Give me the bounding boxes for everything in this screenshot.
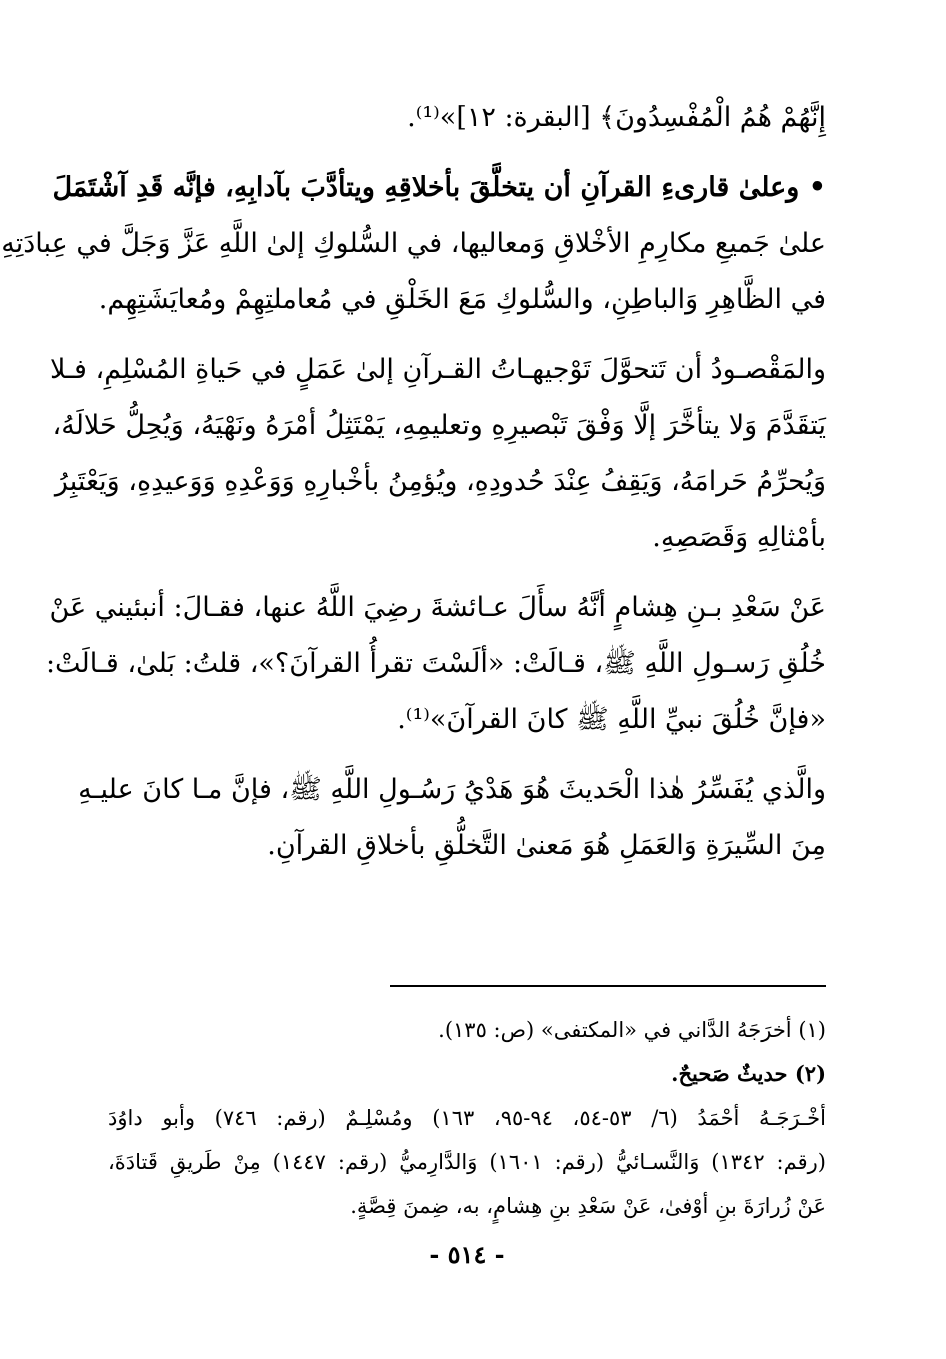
text-line: «فإنَّ خُلُقَ نبيِّ اللَّهِ ﷺ كانَ القرآنَ»⁽¹⁾. [397,704,826,735]
text-line: علىٰ جَميعِ مكارِمِ الأخْلاقِ وَمعاليها، في السُّلوكِ إلىٰ اللَّهِ عَزَّ وَجَلَّ في عِبادَتِهِ [1,228,826,259]
footnote-2: (٢) حديثٌ صَحيحٌ. [671,1061,826,1086]
text-line: خُلُقِ رَسـولِ اللَّهِ ﷺ، قـالَتْ: «ألَسْتَ تقرأُ القرآنَ؟»، قلتُ: بَلىٰ، قـالَتْ: [45,648,826,679]
text-line: والَّذي يُفَسِّرُ هٰذا الْحَديثَ هُوَ هَدْيُ رَسُـولِ اللَّهِ ﷺ، فإنَّ مـا كانَ عليـهِ [78,774,826,805]
paragraph-quran-reader-manners [1,160,826,328]
page-number: - ٥١٤ - [429,1240,505,1269]
text-line: بأمْثالِهِ وَقَصَصِهِ. [652,522,826,553]
text-line: • وعلىٰ قارىءِ القرآنِ أن يتخلَّقَ بأخلاقِهِ ويتأدَّبَ بآدابِهِ، فإنَّه قَدِ آشْتَمَلَ [52,172,826,203]
text-line: عَنْ سَعْدِ بـنِ هِشامٍ أنَّهُ سأَلَ عـائشةَ رضِيَ اللَّهُ عنها، فقـالَ: أنبئيني عَنْ [49,592,826,623]
text-line: والمَقْصـودُ أن تَتحوَّلَ تَوْجيهـاتُ القـرآنِ إلىٰ عَمَلٍ في حَياةِ المُسْلِمِ، فـلا [50,354,826,385]
footnotes [108,1008,826,1228]
footnote-1: (١) أخرَجَهُ الدَّاني في «المكتفى» (ص: ١٣٥). [438,1018,826,1042]
paragraph-explanation [78,762,826,874]
main-text [1,90,826,874]
text-line: يَتقَدَّمَ وَلا يتأخَّرَ إلَّا وَفْقَ تَبْصيرِهِ وتعليمِهِ، يَمْتَثِلُ أمْرَهُ ونَهْيَهُ، وَيُحِلُّ حَلالَهُ، [52,410,826,441]
text-line: إِنَّهُمْ هُمُ الْمُفْسِدُونَ﴾ [البقرة: ١٢]»⁽¹⁾. [407,102,826,133]
paragraph-intent [50,342,826,566]
text-line: مِنَ السِّيرَةِ وَالعَمَلِ هُوَ مَعنىٰ التَّخلُّقِ بأخلاقِ القرآنِ. [267,830,826,861]
text-line: وَيُحرِّمُ حَرامَهُ، وَيَقِفُ عِنْدَ حُدودِهِ، ويُؤمِنُ بأخْبارِهِ وَوَعْدِهِ وَوَعيدِهِ، وَيَعْتَبِرُ [54,466,826,497]
text-line: في الظَّاهِرِ وَالباطِنِ، والسُّلوكِ مَعَ الخَلْقِ في مُعاملتِهِمْ ومُعايَشَتِهِم. [98,284,826,315]
footnote-2-line: أخْـرَجَـهُ أحْمَدُ (٦/ ٥٣-٥٤، ٩٤-٩٥، ١٦٣) ومُسْلِـمٌ (رقم: ٧٤٦) وأبو داوُدَ [108,1106,826,1130]
book-page [1,90,826,1290]
paragraph-quran-verse-end [108,90,826,146]
footnote-2-line: (رقم: ١٣٤٢) وَالنَّسـائيُّ (رقم: ١٦٠١) وَالدَّارِميُّ (رقم: ١٤٤٧) مِنْ طَريقِ قَتادَةَ، [108,1150,826,1174]
footnote-divider [390,985,826,987]
footnote-2-line: عَنْ زُرارَةَ بنِ أوْفىٰ، عَنْ سَعْدِ بنِ هِشامٍ، به، ضِمنَ قِصَّةٍ. [350,1194,826,1218]
paragraph-hadith [45,580,826,748]
